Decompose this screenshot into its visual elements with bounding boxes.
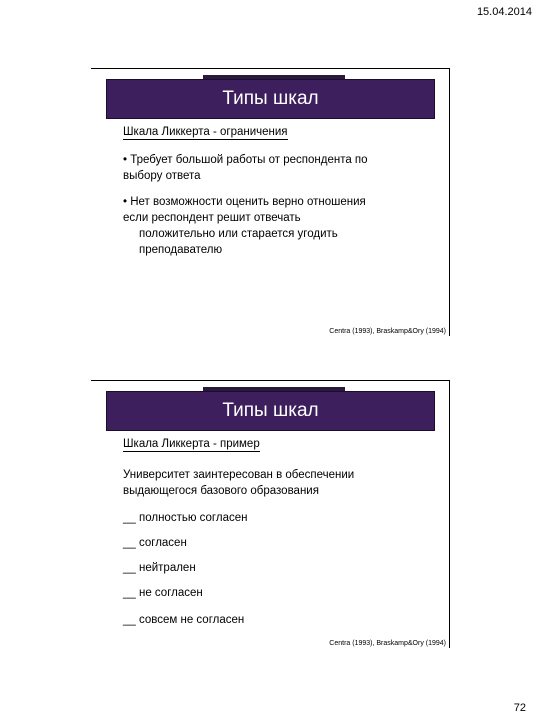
- bullet-line: преподавателю: [139, 244, 223, 256]
- slide-example: [91, 380, 450, 648]
- bullet-line: если респондент решит отвечать: [123, 212, 301, 224]
- statement-line: Университет заинтересован в обеспечении: [123, 469, 355, 481]
- date-stamp: 15.04.2014: [476, 6, 532, 18]
- slide-limitations: [91, 68, 450, 336]
- option-neutral: __ нейтрален: [123, 562, 196, 574]
- slide-title: Типы шкал: [106, 79, 435, 119]
- bullet-line: положительно или старается угодить: [139, 228, 338, 240]
- option-strongly-agree: __ полностью согласен: [123, 512, 248, 524]
- bullet-line: • Требует большой работы от респондента по: [123, 154, 368, 166]
- slide-subtitle: Шкала Ликкерта - пример: [123, 438, 260, 450]
- page-number: 72: [513, 702, 526, 714]
- slide-title: Типы шкал: [106, 391, 435, 431]
- citation: Centra (1993), Braskamp&Ory (1994): [329, 328, 446, 335]
- citation: Centra (1993), Braskamp&Ory (1994): [329, 640, 446, 647]
- option-disagree: __ не согласен: [123, 587, 203, 599]
- slide-subtitle: Шкала Ликкерта - ограничения: [123, 126, 288, 138]
- slide-top-border: [91, 68, 450, 69]
- bullet-attitude: [123, 194, 443, 258]
- slide-right-border: [449, 68, 450, 336]
- statement-line: выдающегося базового образования: [123, 485, 319, 497]
- slide-right-border: [449, 380, 450, 648]
- bullet-line: • Нет возможности оценить верно отношения: [123, 196, 366, 208]
- bullet-line: выбору ответа: [123, 170, 201, 182]
- slide-top-border: [91, 380, 450, 381]
- survey-statement: [123, 467, 443, 499]
- option-strongly-disagree: __ совсем не согласен: [123, 614, 245, 626]
- bullet-effort: [123, 152, 443, 184]
- option-agree: __ согласен: [123, 537, 187, 549]
